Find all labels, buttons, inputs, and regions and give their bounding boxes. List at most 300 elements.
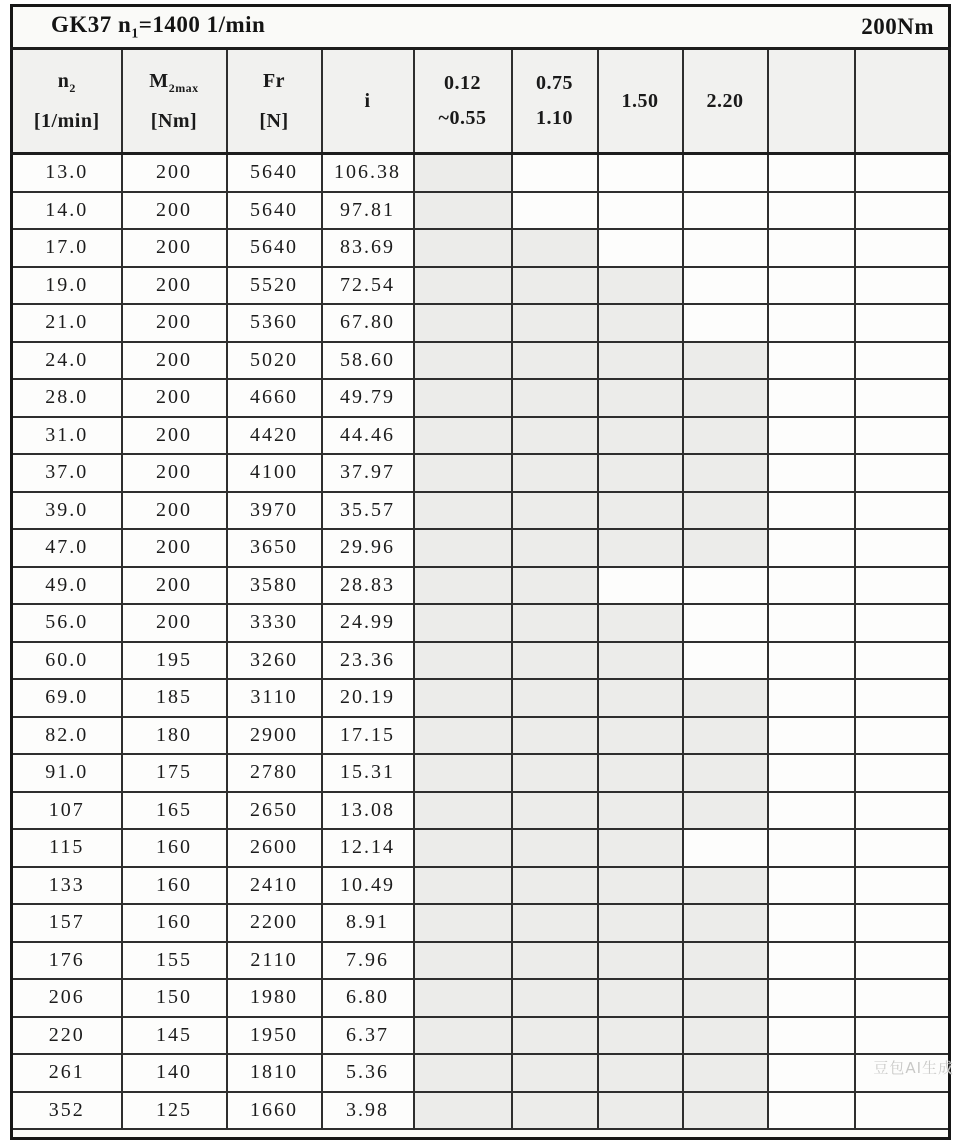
value-cell: 17.15 <box>322 717 414 755</box>
power-cell-shaded <box>414 792 512 830</box>
power-cell-empty <box>768 979 855 1017</box>
value-cell: 82.0 <box>12 717 122 755</box>
power-cell-shaded <box>683 679 768 717</box>
power-cell-empty <box>855 267 950 305</box>
power-cell-shaded <box>512 492 598 530</box>
value-cell: 3650 <box>227 529 322 567</box>
power-cell-shaded <box>598 942 683 980</box>
power-cell-shaded <box>683 379 768 417</box>
value-cell: 2900 <box>227 717 322 755</box>
power-cell-empty <box>768 1017 855 1055</box>
value-cell: 352 <box>12 1092 122 1130</box>
power-cell-empty <box>683 642 768 680</box>
power-cell-empty <box>855 829 950 867</box>
value-cell: 200 <box>122 417 227 455</box>
table-row <box>12 754 950 792</box>
power-cell-empty <box>855 229 950 267</box>
table-row <box>12 192 950 230</box>
power-cell-empty <box>768 454 855 492</box>
value-cell: 24.99 <box>322 604 414 642</box>
column-header-power-0.75-1.10: 0.75 1.10 <box>512 49 598 154</box>
value-cell: 5360 <box>227 304 322 342</box>
value-cell: 10.49 <box>322 867 414 905</box>
power-cell-shaded <box>683 754 768 792</box>
power-cell-shaded <box>414 979 512 1017</box>
value-cell: 17.0 <box>12 229 122 267</box>
value-cell: 145 <box>122 1017 227 1055</box>
value-cell: 155 <box>122 942 227 980</box>
power-cell-empty <box>683 567 768 605</box>
value-cell: 44.46 <box>322 417 414 455</box>
power-cell-shaded <box>598 492 683 530</box>
value-cell: 5640 <box>227 154 322 192</box>
value-cell: 200 <box>122 567 227 605</box>
table-row <box>12 492 950 530</box>
power-cell-shaded <box>683 904 768 942</box>
value-cell: 180 <box>122 717 227 755</box>
power-cell-shaded <box>598 304 683 342</box>
power-cell-empty <box>855 942 950 980</box>
power-cell-shaded <box>598 979 683 1017</box>
power-cell-shaded <box>414 379 512 417</box>
value-cell: 1980 <box>227 979 322 1017</box>
power-cell-shaded <box>683 1017 768 1055</box>
value-cell: 4420 <box>227 417 322 455</box>
power-cell-shaded <box>683 942 768 980</box>
power-cell-empty <box>855 979 950 1017</box>
power-cell-shaded <box>598 342 683 380</box>
value-cell: 200 <box>122 454 227 492</box>
value-cell: 160 <box>122 867 227 905</box>
power-cell-shaded <box>598 1054 683 1092</box>
value-cell: 106.38 <box>322 154 414 192</box>
value-cell: 29.96 <box>322 529 414 567</box>
power-cell-shaded <box>414 267 512 305</box>
power-cell-shaded <box>414 829 512 867</box>
value-cell: 125 <box>122 1092 227 1130</box>
value-cell: 2650 <box>227 792 322 830</box>
power-cell-empty <box>855 379 950 417</box>
power-cell-empty <box>683 304 768 342</box>
power-cell-shaded <box>598 417 683 455</box>
value-cell: 195 <box>122 642 227 680</box>
power-cell-shaded <box>414 904 512 942</box>
power-cell-empty <box>768 904 855 942</box>
power-cell-shaded <box>414 567 512 605</box>
power-cell-empty <box>512 154 598 192</box>
table-row <box>12 867 950 905</box>
value-cell: 185 <box>122 679 227 717</box>
column-header-i: i <box>322 49 414 154</box>
power-cell-shaded <box>414 1092 512 1130</box>
power-cell-empty <box>768 192 855 230</box>
power-cell-shaded <box>598 679 683 717</box>
power-cell-shaded <box>512 379 598 417</box>
power-cell-empty <box>855 904 950 942</box>
power-cell-empty <box>768 604 855 642</box>
table-row <box>12 717 950 755</box>
power-cell-shaded <box>683 342 768 380</box>
power-cell-empty <box>855 1017 950 1055</box>
power-cell-shaded <box>598 267 683 305</box>
power-cell-empty <box>768 642 855 680</box>
value-cell: 67.80 <box>322 304 414 342</box>
value-cell: 160 <box>122 829 227 867</box>
value-cell: 2110 <box>227 942 322 980</box>
bottom-strip-row <box>12 1129 950 1139</box>
value-cell: 91.0 <box>12 754 122 792</box>
value-cell: 21.0 <box>12 304 122 342</box>
power-cell-shaded <box>683 492 768 530</box>
power-cell-shaded <box>683 529 768 567</box>
value-cell: 200 <box>122 229 227 267</box>
table-row <box>12 304 950 342</box>
value-cell: 200 <box>122 304 227 342</box>
power-cell-shaded <box>683 979 768 1017</box>
power-cell-empty <box>855 642 950 680</box>
power-cell-shaded <box>512 1092 598 1130</box>
power-cell-shaded <box>512 904 598 942</box>
value-cell: 5520 <box>227 267 322 305</box>
table-row <box>12 904 950 942</box>
value-cell: 3970 <box>227 492 322 530</box>
value-cell: 5020 <box>227 342 322 380</box>
power-cell-shaded <box>598 379 683 417</box>
table-row <box>12 454 950 492</box>
value-cell: 39.0 <box>12 492 122 530</box>
value-cell: 13.0 <box>12 154 122 192</box>
column-header-power-1.50: 1.50 <box>598 49 683 154</box>
power-cell-shaded <box>414 1017 512 1055</box>
value-cell: 6.37 <box>322 1017 414 1055</box>
power-cell-shaded <box>512 229 598 267</box>
power-cell-shaded <box>683 1054 768 1092</box>
value-cell: 31.0 <box>12 417 122 455</box>
value-cell: 3.98 <box>322 1092 414 1130</box>
power-cell-empty <box>855 454 950 492</box>
table-row <box>12 979 950 1017</box>
power-cell-shaded <box>512 267 598 305</box>
table-row <box>12 342 950 380</box>
value-cell: 200 <box>122 192 227 230</box>
table-row <box>12 829 950 867</box>
table-row <box>12 267 950 305</box>
value-cell: 200 <box>122 154 227 192</box>
power-cell-empty <box>768 867 855 905</box>
power-cell-empty <box>855 792 950 830</box>
value-cell: 200 <box>122 492 227 530</box>
power-cell-empty <box>855 754 950 792</box>
table-row <box>12 942 950 980</box>
value-cell: 200 <box>122 379 227 417</box>
power-cell-shaded <box>598 1092 683 1130</box>
power-cell-shaded <box>414 604 512 642</box>
value-cell: 5640 <box>227 192 322 230</box>
power-cell-empty <box>855 417 950 455</box>
power-cell-empty <box>683 229 768 267</box>
power-cell-empty <box>683 154 768 192</box>
power-cell-empty <box>768 1092 855 1130</box>
value-cell: 19.0 <box>12 267 122 305</box>
power-cell-empty <box>598 567 683 605</box>
value-cell: 200 <box>122 342 227 380</box>
power-cell-shaded <box>414 867 512 905</box>
value-cell: 2200 <box>227 904 322 942</box>
power-cell-shaded <box>414 717 512 755</box>
power-cell-empty <box>768 829 855 867</box>
power-cell-empty <box>768 529 855 567</box>
power-cell-empty <box>768 754 855 792</box>
power-cell-shaded <box>414 1054 512 1092</box>
value-cell: 69.0 <box>12 679 122 717</box>
power-cell-shaded <box>598 642 683 680</box>
power-cell-empty <box>855 154 950 192</box>
power-cell-shaded <box>512 679 598 717</box>
gear-ratings-table <box>10 4 951 1140</box>
value-cell: 58.60 <box>322 342 414 380</box>
value-cell: 6.80 <box>322 979 414 1017</box>
power-cell-empty <box>598 229 683 267</box>
power-cell-empty <box>855 867 950 905</box>
column-header-m2max: $M_{2max}$ [Nm] <box>122 49 227 154</box>
power-cell-shaded <box>414 304 512 342</box>
table-row <box>12 379 950 417</box>
power-cell-shaded <box>512 529 598 567</box>
power-cell-empty <box>683 267 768 305</box>
power-cell-empty <box>768 342 855 380</box>
torque-rating: 200Nm <box>861 14 935 39</box>
power-cell-shaded <box>512 604 598 642</box>
power-cell-shaded <box>414 529 512 567</box>
power-cell-shaded <box>683 417 768 455</box>
power-cell-shaded <box>598 754 683 792</box>
value-cell: 1660 <box>227 1092 322 1130</box>
value-cell: 23.36 <box>322 642 414 680</box>
table-row <box>12 567 950 605</box>
value-cell: 28.83 <box>322 567 414 605</box>
table-row <box>12 229 950 267</box>
power-cell-shaded <box>598 792 683 830</box>
value-cell: 115 <box>12 829 122 867</box>
table-row <box>12 1054 950 1092</box>
power-cell-shaded <box>512 304 598 342</box>
table-row <box>12 792 950 830</box>
value-cell: 165 <box>122 792 227 830</box>
power-cell-empty <box>768 567 855 605</box>
table-row <box>12 679 950 717</box>
value-cell: 1810 <box>227 1054 322 1092</box>
value-cell: 4100 <box>227 454 322 492</box>
power-cell-empty <box>855 567 950 605</box>
power-cell-shaded <box>683 792 768 830</box>
power-cell-empty <box>855 342 950 380</box>
value-cell: 97.81 <box>322 192 414 230</box>
power-cell-shaded <box>512 1054 598 1092</box>
value-cell: 261 <box>12 1054 122 1092</box>
value-cell: 2600 <box>227 829 322 867</box>
power-cell-empty <box>768 942 855 980</box>
power-cell-empty <box>855 529 950 567</box>
power-cell-shaded <box>598 529 683 567</box>
power-cell-shaded <box>512 942 598 980</box>
power-cell-empty <box>512 192 598 230</box>
value-cell: 220 <box>12 1017 122 1055</box>
power-cell-shaded <box>598 904 683 942</box>
power-cell-shaded <box>414 642 512 680</box>
power-cell-empty <box>768 304 855 342</box>
power-cell-shaded <box>512 1017 598 1055</box>
column-header-fr: Fr [N] <box>227 49 322 154</box>
power-cell-shaded <box>683 867 768 905</box>
value-cell: 107 <box>12 792 122 830</box>
value-cell: 56.0 <box>12 604 122 642</box>
power-cell-shaded <box>414 229 512 267</box>
value-cell: 200 <box>122 604 227 642</box>
value-cell: 14.0 <box>12 192 122 230</box>
value-cell: 13.08 <box>322 792 414 830</box>
power-cell-empty <box>768 379 855 417</box>
table-row <box>12 604 950 642</box>
power-cell-empty <box>768 229 855 267</box>
power-cell-empty <box>855 192 950 230</box>
title-row <box>12 6 950 49</box>
power-cell-shaded <box>512 417 598 455</box>
value-cell: 37.97 <box>322 454 414 492</box>
power-cell-shaded <box>414 192 512 230</box>
value-cell: 12.14 <box>322 829 414 867</box>
power-cell-shaded <box>683 454 768 492</box>
column-header-n2: $n_2$ [1/min] <box>12 49 122 154</box>
power-cell-shaded <box>512 717 598 755</box>
power-cell-empty <box>683 192 768 230</box>
value-cell: 37.0 <box>12 454 122 492</box>
power-cell-empty <box>768 417 855 455</box>
power-cell-shaded <box>512 829 598 867</box>
power-cell-shaded <box>414 417 512 455</box>
power-cell-shaded <box>414 492 512 530</box>
value-cell: 175 <box>122 754 227 792</box>
table-row <box>12 154 950 192</box>
value-cell: 7.96 <box>322 942 414 980</box>
table-title: GK37 $n_1=1400$ 1/min <box>51 12 266 41</box>
power-cell-shaded <box>512 754 598 792</box>
value-cell: 47.0 <box>12 529 122 567</box>
power-cell-shaded <box>598 829 683 867</box>
power-cell-shaded <box>512 792 598 830</box>
column-header-blank-1 <box>768 49 855 154</box>
value-cell: 2410 <box>227 867 322 905</box>
value-cell: 140 <box>122 1054 227 1092</box>
ai-watermark: 豆包AI生成 <box>873 1059 954 1077</box>
value-cell: 200 <box>122 267 227 305</box>
value-cell: 5640 <box>227 229 322 267</box>
power-cell-shaded <box>683 717 768 755</box>
power-cell-empty <box>598 154 683 192</box>
power-cell-shaded <box>512 979 598 1017</box>
power-cell-shaded <box>512 642 598 680</box>
value-cell: 1950 <box>227 1017 322 1055</box>
power-cell-empty <box>683 604 768 642</box>
column-header-row <box>12 49 950 154</box>
value-cell: 15.31 <box>322 754 414 792</box>
value-cell: 24.0 <box>12 342 122 380</box>
power-cell-empty <box>855 717 950 755</box>
power-cell-empty <box>768 1054 855 1092</box>
value-cell: 160 <box>122 904 227 942</box>
power-cell-shaded <box>414 679 512 717</box>
power-cell-shaded <box>414 342 512 380</box>
value-cell: 49.0 <box>12 567 122 605</box>
table-row <box>12 417 950 455</box>
value-cell: 28.0 <box>12 379 122 417</box>
column-header-blank-2 <box>855 49 950 154</box>
value-cell: 4660 <box>227 379 322 417</box>
power-cell-shaded <box>598 717 683 755</box>
power-cell-shaded <box>512 454 598 492</box>
power-cell-empty <box>598 192 683 230</box>
value-cell: 72.54 <box>322 267 414 305</box>
value-cell: 20.19 <box>322 679 414 717</box>
column-header-power-2.20: 2.20 <box>683 49 768 154</box>
value-cell: 60.0 <box>12 642 122 680</box>
power-cell-shaded <box>598 1017 683 1055</box>
value-cell: 176 <box>12 942 122 980</box>
value-cell: 206 <box>12 979 122 1017</box>
power-cell-empty <box>768 679 855 717</box>
value-cell: 49.79 <box>322 379 414 417</box>
power-cell-shaded <box>598 867 683 905</box>
value-cell: 8.91 <box>322 904 414 942</box>
power-cell-empty <box>768 717 855 755</box>
power-cell-shaded <box>512 567 598 605</box>
power-cell-empty <box>855 679 950 717</box>
table-row <box>12 1092 950 1130</box>
value-cell: 2780 <box>227 754 322 792</box>
value-cell: 3580 <box>227 567 322 605</box>
power-cell-shaded <box>512 342 598 380</box>
power-cell-empty <box>855 604 950 642</box>
value-cell: 35.57 <box>322 492 414 530</box>
column-header-power-0.12-0.55: 0.12 ~0.55 <box>414 49 512 154</box>
value-cell: 3260 <box>227 642 322 680</box>
power-cell-empty <box>768 154 855 192</box>
table-row <box>12 1017 950 1055</box>
power-cell-empty <box>855 304 950 342</box>
power-cell-empty <box>768 792 855 830</box>
power-cell-shaded <box>598 604 683 642</box>
value-cell: 157 <box>12 904 122 942</box>
power-cell-shaded <box>414 754 512 792</box>
power-cell-shaded <box>598 454 683 492</box>
power-cell-shaded <box>414 154 512 192</box>
value-cell: 83.69 <box>322 229 414 267</box>
value-cell: 200 <box>122 529 227 567</box>
power-cell-shaded <box>683 1092 768 1130</box>
power-cell-empty <box>768 492 855 530</box>
power-cell-empty <box>855 492 950 530</box>
value-cell: 133 <box>12 867 122 905</box>
power-cell-shaded <box>414 454 512 492</box>
value-cell: 3330 <box>227 604 322 642</box>
value-cell: 150 <box>122 979 227 1017</box>
value-cell: 5.36 <box>322 1054 414 1092</box>
power-cell-empty <box>683 829 768 867</box>
table-row <box>12 642 950 680</box>
power-cell-shaded <box>414 942 512 980</box>
power-cell-empty <box>768 267 855 305</box>
power-cell-empty <box>855 1092 950 1130</box>
value-cell: 3110 <box>227 679 322 717</box>
